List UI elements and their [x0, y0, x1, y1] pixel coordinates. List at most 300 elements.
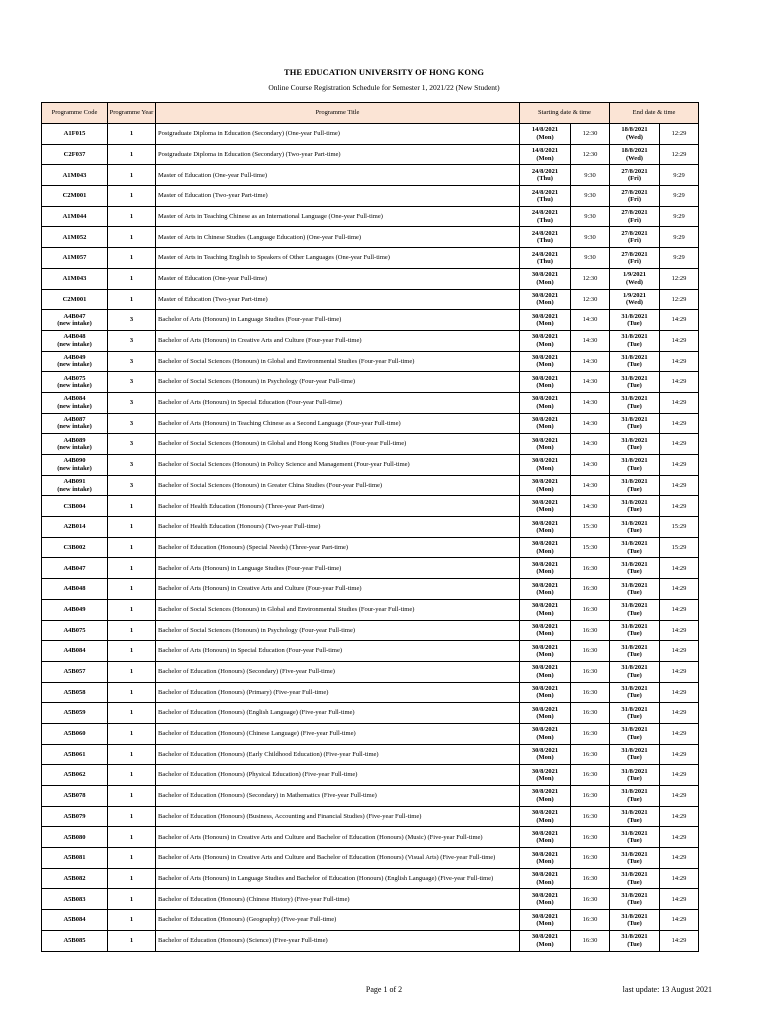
- programme-year: 1: [108, 910, 156, 931]
- programme-year: 1: [108, 806, 156, 827]
- table-row: [42, 537, 699, 558]
- end-date: [610, 806, 660, 827]
- table-row: [42, 186, 699, 207]
- start-date: [520, 744, 571, 765]
- programme-title: Bachelor of Arts (Honours) in Special Education (Four-year Full-time): [156, 392, 520, 413]
- start-date: [520, 827, 571, 848]
- start-date-value: 30/8/2021: [531, 354, 559, 361]
- start-time: 14:30: [571, 475, 610, 496]
- end-time: 14:29: [660, 868, 699, 889]
- table-row: [42, 372, 699, 393]
- programme-title: Bachelor of Arts (Honours) in Creative Arts and Culture (Four-year Full-time): [156, 330, 520, 351]
- end-date-value: 27/8/2021: [621, 167, 648, 175]
- programme-year: 1: [108, 723, 156, 744]
- start-time: 16:30: [571, 599, 610, 620]
- start-date-value: 30/8/2021: [531, 767, 559, 775]
- start-time: 14:30: [571, 413, 610, 434]
- programme-year: 1: [108, 661, 156, 682]
- end-date-value: 31/8/2021: [621, 809, 648, 817]
- start-date: [520, 765, 571, 786]
- end-date-value: 1/9/2021: [622, 271, 647, 279]
- start-weekday: (Mon): [536, 795, 554, 803]
- start-time: 14:30: [571, 392, 610, 413]
- end-date-value: 31/8/2021: [621, 685, 648, 692]
- end-date: [610, 599, 660, 620]
- programme-code: [42, 289, 108, 310]
- programme-title: Bachelor of Education (Honours) (Business, Accounting and Financial Studies) (Five-year Full-time): [156, 806, 520, 827]
- start-weekday: (Mon): [536, 485, 554, 493]
- end-date-value: 31/8/2021: [621, 478, 648, 486]
- end-date-value: 27/8/2021: [621, 209, 648, 217]
- programme-year: 1: [108, 186, 156, 207]
- programme-code-text: A4B048: [63, 585, 86, 593]
- programme-year: 1: [108, 124, 156, 145]
- start-date: [520, 227, 571, 248]
- start-time: 16:30: [571, 765, 610, 786]
- end-weekday: (Tue): [627, 320, 642, 328]
- end-date-value: 31/8/2021: [621, 664, 648, 672]
- programme-code: [42, 413, 108, 434]
- table-row: [42, 517, 699, 538]
- start-time: 14:30: [571, 455, 610, 476]
- programme-year: 1: [108, 641, 156, 662]
- programme-code-text: A4B048: [63, 333, 86, 341]
- start-date-value: 30/8/2021: [531, 850, 559, 858]
- start-weekday: (Mon): [536, 878, 554, 886]
- end-date: [610, 827, 660, 848]
- start-date: [520, 661, 571, 682]
- end-date-value: 18/8/2021: [621, 126, 648, 134]
- start-weekday: (Thu): [537, 257, 553, 265]
- end-date: [610, 475, 660, 496]
- table-row: [42, 641, 699, 662]
- start-time: 16:30: [571, 703, 610, 724]
- document-subtitle: Online Course Registration Schedule for Semester 1, 2021/22 (New Student): [268, 83, 500, 92]
- table-row: [42, 765, 699, 786]
- start-date: [520, 124, 571, 145]
- end-weekday: (Wed): [626, 278, 643, 286]
- end-weekday: (Tue): [627, 402, 642, 410]
- programme-year: 1: [108, 599, 156, 620]
- end-date-value: 31/8/2021: [621, 312, 648, 320]
- programme-title: Bachelor of Arts (Honours) in Creative Arts and Culture (Four-year Full-time): [156, 579, 520, 600]
- start-date-value: 30/8/2021: [531, 933, 559, 941]
- end-weekday: (Tue): [627, 651, 642, 659]
- start-date-value: 24/8/2021: [531, 167, 559, 175]
- programme-title: Bachelor of Education (Honours) (Special Needs) (Three-year Part-time): [156, 537, 520, 558]
- end-date-value: 1/9/2021: [622, 291, 647, 299]
- table-row: [42, 889, 699, 910]
- programme-code: [42, 268, 108, 289]
- programme-title: Master of Education (One-year Full-time): [156, 165, 520, 186]
- start-date: [520, 144, 571, 165]
- end-weekday: (Tue): [627, 899, 642, 907]
- start-time: 16:30: [571, 641, 610, 662]
- start-time: 16:30: [571, 786, 610, 807]
- programme-code: [42, 682, 108, 703]
- start-weekday: (Thu): [537, 237, 553, 245]
- end-date-value: 27/8/2021: [621, 188, 648, 196]
- end-time: 12:29: [660, 289, 699, 310]
- end-weekday: (Tue): [627, 630, 642, 638]
- programme-code: [42, 351, 108, 372]
- start-date: [520, 806, 571, 827]
- start-date: [520, 786, 571, 807]
- start-date-value: 30/8/2021: [531, 395, 559, 403]
- programme-title: Bachelor of Arts (Honours) in Language Studies (Four-year Full-time): [156, 310, 520, 331]
- programme-code-text: A5B080: [63, 833, 86, 841]
- end-weekday: (Tue): [627, 733, 642, 741]
- programme-year: 1: [108, 848, 156, 869]
- start-date-value: 24/8/2021: [531, 188, 559, 196]
- end-date: [610, 330, 660, 351]
- programme-code: [42, 910, 108, 931]
- end-date-value: 31/8/2021: [621, 581, 648, 589]
- end-weekday: (Tue): [627, 588, 642, 596]
- start-date-value: 30/8/2021: [531, 871, 559, 879]
- end-date: [610, 144, 660, 165]
- end-date: [610, 930, 660, 951]
- start-date: [520, 434, 571, 455]
- end-weekday: (Tue): [627, 423, 642, 431]
- end-time: 14:29: [660, 889, 699, 910]
- programme-year: 1: [108, 579, 156, 600]
- programme-title: Bachelor of Arts (Honours) in Creative Arts and Culture and Bachelor of Education (Honours) (Visual Arts) (Five-year Full-time): [156, 848, 520, 869]
- end-weekday: (Tue): [627, 444, 642, 452]
- end-time: 14:29: [660, 455, 699, 476]
- end-date-value: 31/8/2021: [621, 416, 648, 424]
- end-date: [610, 496, 660, 517]
- end-time: 14:29: [660, 330, 699, 351]
- start-time: 12:30: [571, 268, 610, 289]
- programme-code-text: A4B047: [63, 564, 86, 572]
- start-weekday: (Mon): [536, 816, 554, 824]
- end-time: 14:29: [660, 723, 699, 744]
- start-date: [520, 206, 571, 227]
- end-weekday: (Fri): [628, 195, 641, 203]
- end-time: 14:29: [660, 661, 699, 682]
- programme-title: Master of Arts in Teaching Chinese as an International Language (One-year Full-time): [156, 206, 520, 227]
- start-date: [520, 537, 571, 558]
- programme-title: Bachelor of Health Education (Honours) (Two-year Full-time): [156, 517, 520, 538]
- programme-title: Master of Education (Two-year Part-time): [156, 289, 520, 310]
- start-weekday: (Mon): [536, 506, 554, 514]
- end-date: [610, 227, 660, 248]
- end-date-value: 31/8/2021: [621, 374, 648, 382]
- programme-code: [42, 537, 108, 558]
- table-row: [42, 248, 699, 269]
- table-row: [42, 413, 699, 434]
- start-weekday: (Thu): [537, 195, 553, 203]
- programme-code: [42, 889, 108, 910]
- start-time: 12:30: [571, 124, 610, 145]
- programme-code-text: A5B058: [63, 688, 86, 696]
- end-weekday: (Tue): [627, 382, 642, 390]
- start-date: [520, 289, 571, 310]
- programme-year: 1: [108, 930, 156, 951]
- programme-code-text: A5B061: [63, 750, 86, 758]
- start-date: [520, 475, 571, 496]
- end-weekday: (Tue): [627, 568, 642, 576]
- end-date-value: 31/8/2021: [621, 912, 648, 920]
- programme-code-text: A2B014: [63, 523, 86, 531]
- end-weekday: (Wed): [626, 299, 643, 307]
- programme-year: 1: [108, 786, 156, 807]
- end-date: [610, 744, 660, 765]
- programme-title: Master of Education (Two-year Part-time): [156, 186, 520, 207]
- end-date-value: 31/8/2021: [621, 519, 648, 527]
- start-date-value: 30/8/2021: [531, 643, 559, 651]
- start-time: 14:30: [571, 351, 610, 372]
- programme-code: [42, 806, 108, 827]
- programme-code-text: A4B075: [63, 374, 86, 382]
- start-time: 9:30: [571, 206, 610, 227]
- end-time: 14:29: [660, 310, 699, 331]
- table-row: [42, 930, 699, 951]
- end-date: [610, 517, 660, 538]
- programme-title: Master of Arts in Chinese Studies (Language Education) (One-year Full-time): [156, 227, 520, 248]
- end-date-value: 31/8/2021: [621, 788, 648, 796]
- programme-code: [42, 786, 108, 807]
- end-time: 14:29: [660, 827, 699, 848]
- end-date-value: 31/8/2021: [621, 850, 648, 858]
- end-weekday: (Tue): [627, 485, 642, 493]
- end-weekday: (Tue): [627, 919, 642, 927]
- programme-code-text: A4B075: [63, 626, 86, 634]
- header-programme-year: Programme Year: [108, 103, 156, 124]
- end-weekday: (Tue): [627, 713, 642, 721]
- programme-title: Bachelor of Education (Honours) (Secondary) in Mathematics (Five-year Full-time): [156, 786, 520, 807]
- start-date: [520, 579, 571, 600]
- programme-year: 3: [108, 330, 156, 351]
- programme-year: 1: [108, 206, 156, 227]
- programme-year: 3: [108, 413, 156, 434]
- start-date: [520, 268, 571, 289]
- end-date: [610, 620, 660, 641]
- programme-code-text: A5B078: [63, 792, 86, 800]
- programme-year: 1: [108, 827, 156, 848]
- end-time: 14:29: [660, 558, 699, 579]
- end-time: 14:29: [660, 599, 699, 620]
- programme-code-text: A4B087: [63, 416, 86, 424]
- start-date-value: 30/8/2021: [531, 498, 559, 506]
- programme-code-note: (new intake): [57, 340, 92, 348]
- table-row: [42, 786, 699, 807]
- programme-code-text: C2M001: [62, 295, 87, 303]
- start-weekday: (Mon): [536, 588, 554, 596]
- end-date: [610, 310, 660, 331]
- end-date-value: 31/8/2021: [621, 498, 648, 506]
- end-time: 15:29: [660, 537, 699, 558]
- end-date: [610, 868, 660, 889]
- start-date-value: 14/8/2021: [531, 126, 559, 134]
- page-number: Page 1 of 2: [365, 985, 403, 994]
- programme-title: Bachelor of Education (Honours) (Science) (Five-year Full-time): [156, 930, 520, 951]
- start-date-value: 30/8/2021: [531, 457, 559, 465]
- start-time: 15:30: [571, 537, 610, 558]
- programme-code-text: A1M052: [62, 233, 87, 241]
- programme-code: [42, 165, 108, 186]
- programme-title: Bachelor of Health Education (Honours) (Three-year Part-time): [156, 496, 520, 517]
- programme-code-text: C2M001: [62, 192, 87, 200]
- programme-code-text: A4B090: [63, 457, 86, 465]
- programme-code-note: (new intake): [57, 320, 92, 328]
- programme-code: [42, 620, 108, 641]
- table-row: [42, 289, 699, 310]
- programme-title: Bachelor of Social Sciences (Honours) in Global and Environmental Studies (Four-year Full-time): [156, 599, 520, 620]
- start-weekday: (Mon): [536, 320, 554, 328]
- start-weekday: (Mon): [536, 402, 554, 410]
- programme-year: 1: [108, 537, 156, 558]
- programme-code-text: A5B081: [63, 854, 86, 862]
- end-weekday: (Tue): [627, 795, 642, 803]
- end-date-value: 31/8/2021: [621, 622, 648, 630]
- end-time: 14:29: [660, 744, 699, 765]
- end-weekday: (Tue): [627, 692, 642, 700]
- end-time: 12:29: [660, 268, 699, 289]
- start-time: 16:30: [571, 579, 610, 600]
- programme-code-text: A4B049: [63, 354, 86, 361]
- start-date-value: 30/8/2021: [531, 312, 559, 320]
- programme-title: Bachelor of Arts (Honours) in Special Education (Four-year Full-time): [156, 641, 520, 662]
- end-time: 9:29: [660, 165, 699, 186]
- start-weekday: (Mon): [536, 713, 554, 721]
- programme-code: [42, 765, 108, 786]
- end-date: [610, 723, 660, 744]
- programme-year: 1: [108, 289, 156, 310]
- end-date: [610, 889, 660, 910]
- programme-code-text: A5B062: [63, 771, 86, 779]
- start-date: [520, 392, 571, 413]
- start-date-value: 30/8/2021: [531, 829, 559, 837]
- start-time: 16:30: [571, 661, 610, 682]
- start-date-value: 30/8/2021: [531, 271, 559, 279]
- start-date: [520, 848, 571, 869]
- programme-title: Postgraduate Diploma in Education (Secondary) (Two-year Part-time): [156, 144, 520, 165]
- programme-title: Bachelor of Education (Honours) (English Language) (Five-year Full-time): [156, 703, 520, 724]
- end-time: 14:29: [660, 786, 699, 807]
- table-row: [42, 310, 699, 331]
- programme-code-text: A4B084: [63, 395, 86, 403]
- start-date-value: 14/8/2021: [531, 147, 559, 155]
- table-row: [42, 723, 699, 744]
- header-programme-title: Programme Title: [156, 103, 520, 124]
- programme-code: [42, 827, 108, 848]
- programme-code: [42, 144, 108, 165]
- programme-code-note: (new intake): [57, 402, 92, 410]
- end-time: 12:29: [660, 124, 699, 145]
- schedule-body: [42, 124, 699, 952]
- header-starting-date-time: Starting date & time: [520, 103, 610, 124]
- end-date-value: 31/8/2021: [621, 747, 648, 755]
- end-time: 14:29: [660, 579, 699, 600]
- end-date: [610, 455, 660, 476]
- programme-code: [42, 186, 108, 207]
- end-weekday: (Tue): [627, 547, 642, 555]
- table-row: [42, 268, 699, 289]
- programme-code-note: (new intake): [57, 423, 92, 431]
- start-time: 14:30: [571, 434, 610, 455]
- programme-code-text: A5B060: [63, 730, 86, 738]
- programme-title: Bachelor of Social Sciences (Honours) in Psychology (Four-year Full-time): [156, 372, 520, 393]
- start-weekday: (Mon): [536, 775, 554, 783]
- programme-code-text: A4B084: [63, 647, 86, 655]
- start-time: 16:30: [571, 682, 610, 703]
- programme-code: [42, 930, 108, 951]
- end-weekday: (Fri): [628, 257, 641, 265]
- programme-code-text: A1M043: [62, 171, 87, 179]
- start-time: 16:30: [571, 910, 610, 931]
- end-time: 14:29: [660, 703, 699, 724]
- end-date: [610, 703, 660, 724]
- end-weekday: (Tue): [627, 464, 642, 472]
- end-weekday: (Tue): [627, 506, 642, 514]
- start-weekday: (Thu): [537, 175, 553, 183]
- programme-year: 3: [108, 372, 156, 393]
- end-time: 14:29: [660, 496, 699, 517]
- end-date: [610, 910, 660, 931]
- end-date-value: 31/8/2021: [621, 333, 648, 341]
- programme-code: [42, 248, 108, 269]
- programme-code: [42, 496, 108, 517]
- programme-title: Bachelor of Social Sciences (Honours) in Policy Science and Management (Four-year Full-time): [156, 455, 520, 476]
- end-time: 9:29: [660, 206, 699, 227]
- start-time: 14:30: [571, 330, 610, 351]
- programme-code: [42, 227, 108, 248]
- end-weekday: (Wed): [626, 154, 643, 162]
- end-time: 9:29: [660, 186, 699, 207]
- start-date-value: 30/8/2021: [531, 333, 559, 341]
- programme-code: [42, 517, 108, 538]
- start-date-value: 30/8/2021: [531, 478, 559, 486]
- start-date: [520, 496, 571, 517]
- end-date: [610, 848, 660, 869]
- programme-year: 1: [108, 558, 156, 579]
- programme-year: 3: [108, 455, 156, 476]
- start-weekday: (Mon): [536, 444, 554, 452]
- programme-code-text: A1M043: [62, 274, 87, 282]
- end-weekday: (Tue): [627, 857, 642, 865]
- programme-code: [42, 558, 108, 579]
- programme-title: Bachelor of Education (Honours) (Early Childhood Education) (Five-year Full-time): [156, 744, 520, 765]
- start-time: 16:30: [571, 848, 610, 869]
- programme-code-text: A5B083: [63, 895, 86, 903]
- programme-year: 1: [108, 868, 156, 889]
- end-weekday: (Fri): [628, 216, 641, 224]
- end-time: 9:29: [660, 248, 699, 269]
- programme-code: [42, 599, 108, 620]
- end-weekday: (Tue): [627, 816, 642, 824]
- programme-code-text: A1M044: [62, 212, 87, 220]
- end-date-value: 31/8/2021: [621, 560, 648, 568]
- programme-year: 1: [108, 517, 156, 538]
- end-date-value: 31/8/2021: [621, 395, 648, 403]
- table-row: [42, 620, 699, 641]
- programme-code-text: C3B002: [63, 543, 86, 551]
- table-row: [42, 703, 699, 724]
- programme-year: 3: [108, 392, 156, 413]
- end-time: 14:29: [660, 848, 699, 869]
- table-row: [42, 392, 699, 413]
- end-weekday: (Fri): [628, 175, 641, 183]
- start-date: [520, 372, 571, 393]
- end-date: [610, 268, 660, 289]
- start-date-value: 30/8/2021: [531, 788, 559, 796]
- start-time: 16:30: [571, 889, 610, 910]
- start-date-value: 30/8/2021: [531, 747, 559, 755]
- table-row: [42, 124, 699, 145]
- programme-year: 1: [108, 889, 156, 910]
